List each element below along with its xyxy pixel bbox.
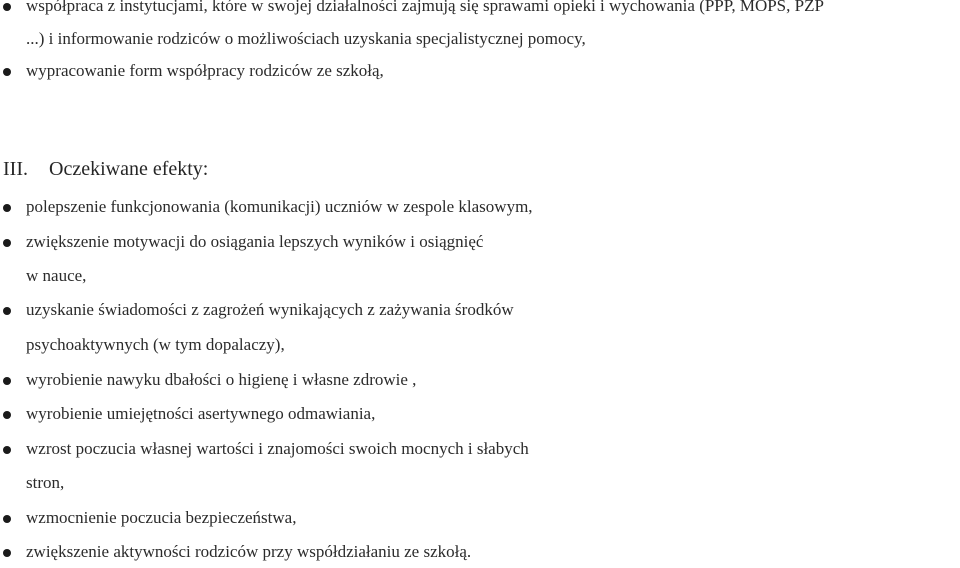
section-heading (3, 157, 208, 181)
section-title: Oczekiwane efekty: (49, 158, 209, 180)
bullet-icon (3, 68, 11, 76)
bullet-icon (3, 204, 11, 212)
bullet-icon (3, 377, 11, 385)
bullet-icon (3, 307, 11, 315)
list-item: polepszenie funkcjonowania (komunikacji) uczniów w zespole klasowym, (26, 197, 533, 216)
bullet-icon (3, 446, 11, 454)
list-item: wypracowanie form współpracy rodziców ze szkołą, (26, 61, 384, 80)
list-item-continuation: w nauce, (26, 266, 87, 285)
list-item-continuation: psychoaktywnych (w tym dopalaczy), (26, 335, 285, 354)
list-item: wyrobienie umiejętności asertywnego odmawiania, (26, 404, 376, 423)
bullet-icon (3, 3, 11, 11)
list-item: zwiększenie aktywności rodziców przy współdziałaniu ze szkołą. (26, 542, 472, 561)
list-item: współpraca z instytucjami, które w swojej działalności zajmują się sprawami opieki i wychowania (PPP, MOPS, PZP (26, 0, 824, 15)
list-item: wzrost poczucia własnej wartości i znajomości swoich mocnych i słabych (26, 439, 529, 458)
list-item: wyrobienie nawyku dbałości o higienę i własne zdrowie , (26, 370, 417, 389)
bullet-icon (3, 549, 11, 557)
list-item: wzmocnienie poczucia bezpieczeństwa, (26, 508, 297, 527)
list-item-continuation: ...) i informowanie rodziców o możliwościach uzyskania specjalistycznej pomocy, (26, 29, 586, 48)
section-numeral: III. (3, 158, 28, 180)
list-item: uzyskanie świadomości z zagrożeń wynikających z zażywania środków (26, 300, 514, 319)
list-item-continuation: stron, (26, 473, 65, 492)
bullet-icon (3, 411, 11, 419)
list-item: zwiększenie motywacji do osiągania lepszych wyników i osiągnięć (26, 232, 484, 251)
bullet-icon (3, 515, 11, 523)
bullet-icon (3, 239, 11, 247)
